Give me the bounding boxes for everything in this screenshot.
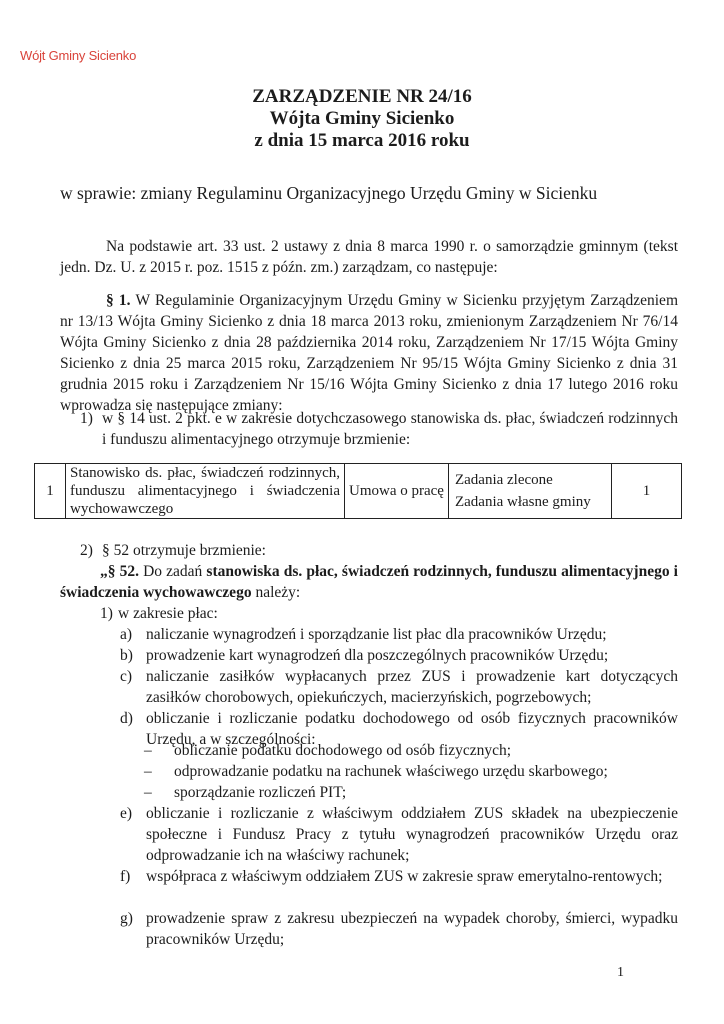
letter-text-g: prowadzenie spraw z zakresu ubezpieczeń na wypadek choroby, śmierci, wypadku pracowników Urzędu; [146,910,678,948]
title-line-3: z dnia 15 marca 2016 roku [254,130,470,151]
letter-item-e [120,803,678,866]
letter-mark-g: g) [120,910,133,927]
page-number: 1 [617,965,624,980]
dash-text-2: odprowadzanie podatku na rachunek właściwego urzędu skarbowego; [174,763,608,780]
section-52-lead: Do zadań [143,563,203,580]
dash-mark-1: – [144,742,152,759]
section-52-mark: „§ 52. [100,563,139,580]
subitem-1-text: w zakresie płac: [118,605,218,622]
title-line-1: ZARZĄDZENIE NR 24/16 [252,86,472,107]
cell-contract: Umowa o pracę [345,464,449,519]
item-2-mark: 2) [80,542,93,559]
cell-lp: 1 [35,464,66,519]
item-2 [80,540,678,561]
table-row [35,464,682,519]
letter-text-b: prowadzenie kart wynagrodzeń dla poszczególnych pracowników Urzędu; [146,647,609,664]
title-line-2: Wójta Gminy Sicienko [269,108,455,129]
dash-item-2 [144,761,678,782]
letter-text-e: obliczanie i rozliczanie z właściwym oddziałem ZUS składek na ubezpieczenie społeczne i Fundusz Pracy z tytułu wynagrodzeń pracowników Urzędu oraz odprowadzanie ich na właściwy rachunek; [146,805,678,864]
office-stamp: Wójt Gminy Sicienko [20,48,137,63]
item-1-text: w § 14 ust. 2 pkt. e w zakresie dotychczasowego stanowiska ds. płac, świadczeń rodzinnych i funduszu alimentacyjnego otrzymuje brzmienie: [102,410,678,448]
dash-mark-3: – [144,784,152,801]
letter-mark-f: f) [120,868,131,885]
subitem-1 [100,603,678,624]
section-52-tail: należy: [255,584,301,601]
section-1-mark: § 1. [106,292,131,309]
letter-item-b [120,645,678,666]
letter-mark-d: d) [120,710,133,727]
dash-text-3: sporządzanie rozliczeń PIT; [174,784,347,801]
letter-text-a: naliczanie wynagrodzeń i sporządzanie list płac dla pracowników Urzędu; [146,626,607,643]
letter-mark-c: c) [120,668,133,685]
item-2-text: § 52 otrzymuje brzmienie: [102,542,266,559]
section-52 [60,561,678,603]
section-1 [60,290,678,416]
letter-mark-a: a) [120,626,133,643]
position-table [34,463,682,519]
section-1-text: W Regulaminie Organizacyjnym Urzędu Gminy w Sicienku przyjętym Zarządzeniem nr 13/13 Wójta Gminy Sicienko z dnia 18 marca 2013 roku, zmienionym Zarządzeniem Nr 76/14 Wójta Gminy Sicienko z dnia 28 października 2014 roku, Zarządzeniem Nr 17/15 Wójta Gminy Sicienko z dnia 25 marca 2015 roku, Zarządzeniem Nr 95/15 Wójta Gminy Sicienko z dnia 31 grudnia 2015 roku i Zarządzeniem Nr 15/16 Wójta Gminy Sicienko z dnia 17 lutego 2016 roku wprowadza się następujące zmiany: [60,292,678,414]
cell-count: 1 [611,464,681,519]
task-1: Zadania zlecone [454,472,553,488]
task-2: Zadania własne gminy [454,494,591,510]
letter-item-c [120,666,678,708]
dash-mark-2: – [144,763,152,780]
letter-item-g [120,908,678,950]
dash-text-1: obliczanie podatku dochodowego od osób fizycznych; [174,742,512,759]
subject-line: w sprawie: zmiany Regulaminu Organizacyjnego Urzędu Gminy w Sicienku [60,183,598,203]
letter-mark-e: e) [120,805,133,822]
letter-text-d: obliczanie i rozliczanie podatku dochodowego od osób fizycznych pracowników Urzędu, a w szczególności: [146,710,678,748]
letter-mark-b: b) [120,647,133,664]
subitem-1-mark: 1) [100,605,113,622]
letter-text-c: naliczanie zasiłków wypłacanych przez ZUS i prowadzenie kart dotyczących zasiłków chorobowych, opiekuńczych, macierzyńskich, pogrzebowych; [146,668,678,706]
letter-item-a [120,624,678,645]
cell-position: Stanowisko ds. płac, świadczeń rodzinnych, funduszu alimentacyjnego i świadczenia wychowawczego [66,464,345,519]
letter-text-f: współpraca z właściwym oddziałem ZUS w zakresie spraw emerytalno-rentowych; [146,868,663,885]
section-52-position: stanowiska ds. płac, świadczeń rodzinnych, funduszu alimentacyjnego i świadczenia wychowawczego [60,563,678,601]
item-1-mark: 1) [80,410,93,427]
letter-item-f [120,866,678,887]
legal-basis: Na podstawie art. 33 ust. 2 ustawy z dnia 8 marca 1990 r. o samorządzie gminnym (tekst jedn. Dz. U. z 2015 r. poz. 1515 z późn. zm.) zarządzam, co następuje: [60,238,678,276]
item-1 [80,408,678,450]
dash-item-1 [144,740,678,761]
dash-item-3 [144,782,678,803]
cell-tasks [448,464,611,519]
